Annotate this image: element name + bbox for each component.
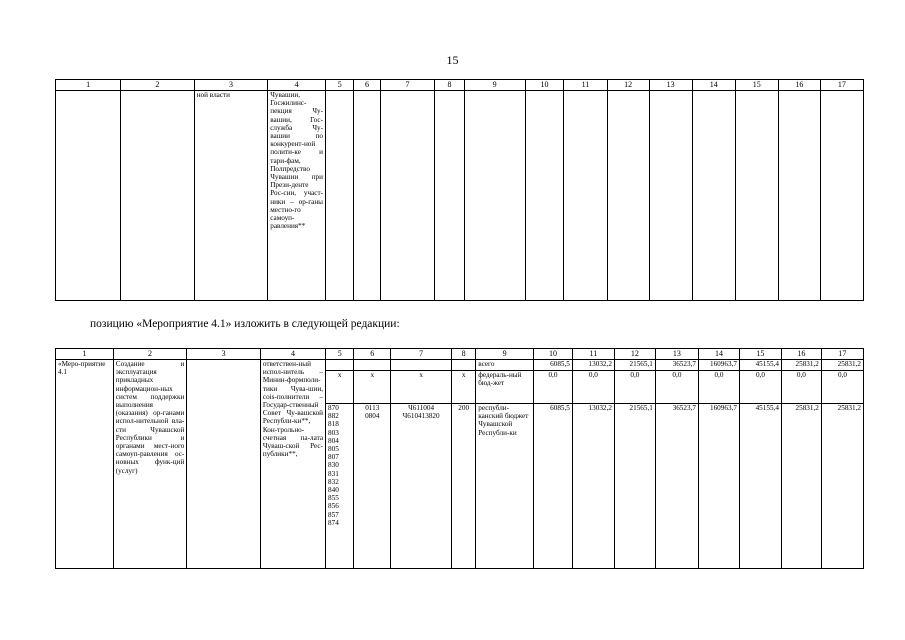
measure-name-cell: «Меро-приятие 4.1 xyxy=(56,360,114,569)
table-cell xyxy=(735,91,778,301)
table-cell xyxy=(692,91,735,301)
column-number: 15 xyxy=(735,80,778,91)
column-number: 1 xyxy=(56,80,121,91)
amount-cell: 0,0 xyxy=(534,371,573,404)
program-table-continuation xyxy=(55,79,864,301)
amount-cell: 25831,2 xyxy=(821,404,863,569)
table-cell xyxy=(564,91,607,301)
responsible-authority-cell xyxy=(187,360,261,569)
amount-cell: 21565,1 xyxy=(614,360,655,371)
column-number: 14 xyxy=(698,349,739,360)
table-cell xyxy=(464,91,525,301)
measure-description-cell: Создание и эксплуатация прикладных информацион-ных систем поддержки выполнения (оказания) ор-ганами испол-нительной вла-сти Чувашской Республики и органами мест-ного самоуп-равления ос-новных функ-ций (услуг) xyxy=(113,360,187,569)
table-row-total xyxy=(56,360,864,371)
column-number: 2 xyxy=(113,349,187,360)
amount-cell: 0,0 xyxy=(614,371,655,404)
column-number: 1 xyxy=(56,349,114,360)
responsible-authority-cell: ной власти xyxy=(194,91,268,301)
grbs-code-cell: 870 882 818 803 804 805 807 830 831 832 840 855 856 857 874 xyxy=(326,404,354,569)
column-number: 7 xyxy=(380,80,435,91)
target-item-cell: x xyxy=(391,371,452,404)
amount-cell: 25831,2 xyxy=(781,404,821,569)
column-number: 2 xyxy=(121,80,195,91)
amount-cell: 36523,7 xyxy=(655,404,698,569)
executors-cell: ответствен-ный испол-нитель – Минин-формполи-тики Чува-шии, сois-полнители – Государ-ственный Совет Чу-вашской Республи-ки**, Кон-трольно-счетная па-лата Чуваш-ской Рес-публики**, xyxy=(260,360,325,569)
amount-cell: 160963,7 xyxy=(698,360,739,371)
amount-cell: 45155,4 xyxy=(739,360,781,371)
column-number: 6 xyxy=(354,80,380,91)
page-number: 15 xyxy=(446,53,459,67)
section-code-cell: 0113 0804 xyxy=(354,404,391,569)
grbs-code-cell xyxy=(326,360,354,371)
table-cell xyxy=(820,91,863,301)
table-row xyxy=(56,91,864,301)
amount-cell: 13032,2 xyxy=(572,360,614,371)
table-cell xyxy=(525,91,564,301)
section-code-cell: x xyxy=(354,371,391,404)
column-number: 5 xyxy=(326,80,354,91)
column-number: 10 xyxy=(525,80,564,91)
column-number: 12 xyxy=(614,349,655,360)
column-number: 7 xyxy=(391,349,452,360)
column-number: 8 xyxy=(452,349,476,360)
amount-cell: 6085,5 xyxy=(534,360,573,371)
measure-4-1-table xyxy=(55,348,864,569)
column-number: 17 xyxy=(821,349,863,360)
column-number: 3 xyxy=(187,349,261,360)
amount-cell: 45155,4 xyxy=(739,404,781,569)
grbs-code-cell: x xyxy=(326,371,354,404)
section-code-cell xyxy=(354,360,391,371)
amount-cell: 0,0 xyxy=(698,371,739,404)
expense-type-cell: x xyxy=(452,371,476,404)
column-number: 12 xyxy=(607,80,649,91)
column-number: 9 xyxy=(476,349,534,360)
column-number: 4 xyxy=(260,349,325,360)
instruction-text: позицию «Мероприятие 4.1» изложить в следующей редакции: xyxy=(90,318,400,330)
column-number: 16 xyxy=(778,80,820,91)
table-cell xyxy=(607,91,649,301)
column-number: 17 xyxy=(820,80,863,91)
amount-cell: 6085,5 xyxy=(534,404,573,569)
target-item-cell xyxy=(391,360,452,371)
amount-cell: 0,0 xyxy=(739,371,781,404)
amount-cell: 25831,2 xyxy=(821,360,863,371)
target-item-cell: Ч611004 Ч610413820 xyxy=(391,404,452,569)
amount-cell: 36523,7 xyxy=(655,360,698,371)
funding-source-cell: федераль-ный бюд-жет xyxy=(476,371,534,404)
column-number: 11 xyxy=(572,349,614,360)
column-number: 5 xyxy=(326,349,354,360)
column-number: 10 xyxy=(534,349,573,360)
column-number: 14 xyxy=(692,80,735,91)
amount-cell: 0,0 xyxy=(821,371,863,404)
funding-source-cell: всего xyxy=(476,360,534,371)
column-number: 4 xyxy=(268,80,326,91)
amount-cell: 0,0 xyxy=(781,371,821,404)
amount-cell: 160963,7 xyxy=(698,404,739,569)
table-cell xyxy=(649,91,692,301)
column-number: 13 xyxy=(655,349,698,360)
table-cell xyxy=(435,91,464,301)
table-cell xyxy=(380,91,435,301)
funding-source-cell: республи-канский бюджет Чувашской Республи-ки xyxy=(476,404,534,569)
executors-cell: Чувашии, Госжилинс-пекция Чу-вашии, Гос-служба Чу-вашии по конкурент-ной полити-ке и тари-фам, Полпредство Чувашии при Прези-денте Рос-сии, участ-ники – ор-ганы местно-го самоуп-равления** xyxy=(268,91,326,301)
column-number: 11 xyxy=(564,80,607,91)
table-cell xyxy=(778,91,820,301)
expense-type-cell xyxy=(452,360,476,371)
table-cell xyxy=(56,91,121,301)
amount-cell: 0,0 xyxy=(655,371,698,404)
table-cell xyxy=(326,91,354,301)
column-number: 6 xyxy=(354,349,391,360)
column-number: 9 xyxy=(464,80,525,91)
amount-cell: 21565,1 xyxy=(614,404,655,569)
column-number: 16 xyxy=(781,349,821,360)
header-row xyxy=(56,80,864,91)
column-number: 13 xyxy=(649,80,692,91)
column-number: 8 xyxy=(435,80,464,91)
column-number: 15 xyxy=(739,349,781,360)
amount-cell: 0,0 xyxy=(572,371,614,404)
column-number: 3 xyxy=(194,80,268,91)
table-cell xyxy=(354,91,380,301)
header-row xyxy=(56,349,864,360)
amount-cell: 13032,2 xyxy=(572,404,614,569)
table-cell xyxy=(121,91,195,301)
expense-type-cell: 200 xyxy=(452,404,476,569)
amount-cell: 25831,2 xyxy=(781,360,821,371)
